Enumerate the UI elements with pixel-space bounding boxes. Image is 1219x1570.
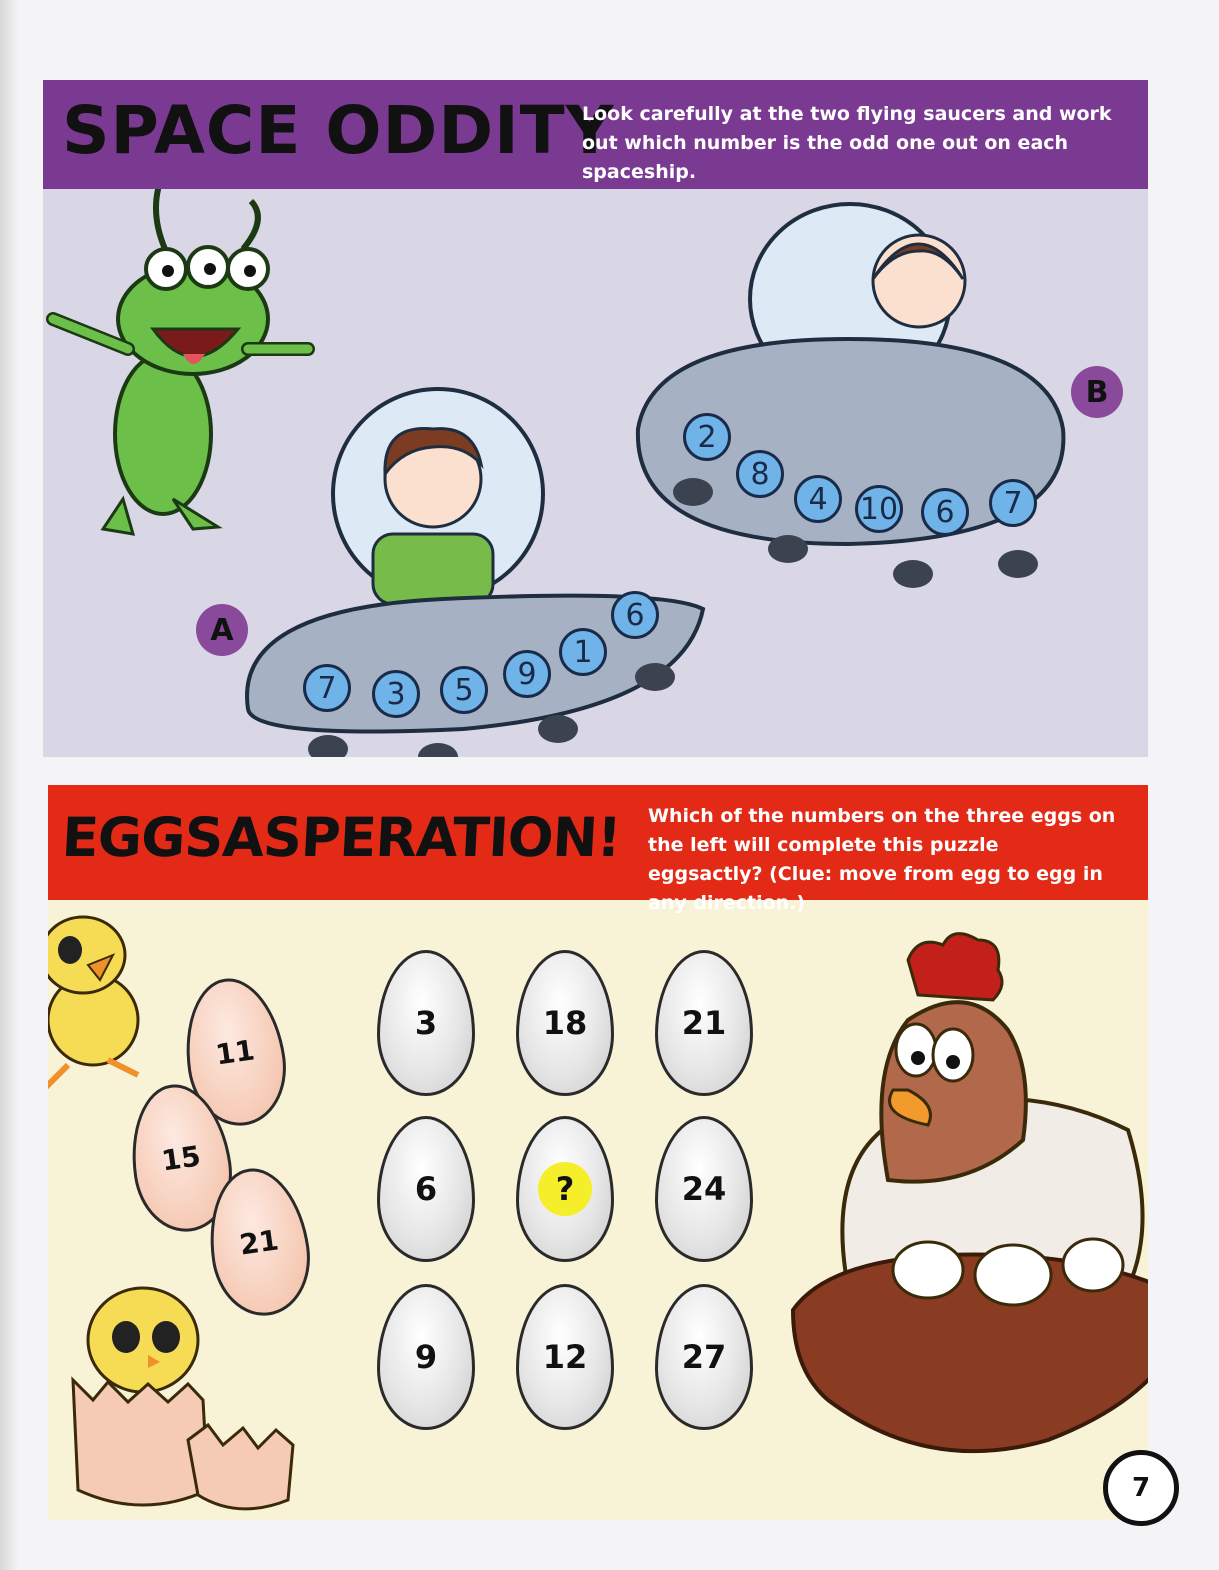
eggsasperation-title: EGGSASPERATION! — [60, 806, 623, 869]
ufo-a-number: 7 — [303, 664, 351, 712]
nest-illustration — [793, 1239, 1148, 1451]
ufo-b-number: 6 — [921, 488, 969, 536]
ufo-b-number: 4 — [794, 475, 842, 523]
grid-egg-number: 9 — [414, 1338, 438, 1376]
ufo-a-number: 6 — [611, 591, 659, 639]
grid-egg-number: ? — [555, 1170, 575, 1208]
grid-egg-number: 3 — [414, 1004, 438, 1042]
ufo-a-number: 3 — [372, 670, 420, 718]
ufo-b-illustration — [638, 204, 1064, 588]
page-edge — [0, 0, 18, 1570]
space-oddity-instructions: Look carefully at the two flying saucers and work out which number is the odd one out on each spaceship. — [582, 103, 1112, 183]
grid-egg-number: 21 — [681, 1004, 727, 1042]
grid-egg-number: 12 — [542, 1338, 588, 1376]
grid-egg-number: 18 — [542, 1004, 588, 1042]
option-egg-number: 21 — [237, 1222, 281, 1262]
ufo-b-number: 8 — [736, 450, 784, 498]
ufo-b-number: 10 — [855, 485, 903, 533]
option-egg-number: 11 — [213, 1032, 257, 1072]
option-egg-number: 15 — [159, 1138, 203, 1178]
space-oddity-title: SPACE ODDITY — [62, 92, 615, 169]
ufo-a-label: A — [196, 604, 248, 656]
alien-illustration — [53, 189, 308, 534]
grid-egg-number: 6 — [414, 1170, 438, 1208]
ufo-a-number: 1 — [559, 628, 607, 676]
mystery-highlight — [538, 1162, 592, 1216]
ufo-b-number: 7 — [989, 479, 1037, 527]
ufo-b-label: B — [1071, 366, 1123, 418]
grid-egg-number: 27 — [681, 1338, 727, 1376]
page-number: 7 — [1103, 1450, 1179, 1526]
grid-egg-number: 24 — [681, 1170, 727, 1208]
chick-illustration — [48, 917, 138, 1090]
eggsasperation-instructions: Which of the numbers on the three eggs on the left will complete this puzzle eggsactly? (Clue: move from egg to egg in any direction.) — [648, 805, 1116, 914]
hatching-chick-illustration — [73, 1288, 293, 1509]
ufo-a-number: 9 — [503, 650, 551, 698]
ufo-b-number: 2 — [683, 413, 731, 461]
ufo-a-number: 5 — [440, 666, 488, 714]
